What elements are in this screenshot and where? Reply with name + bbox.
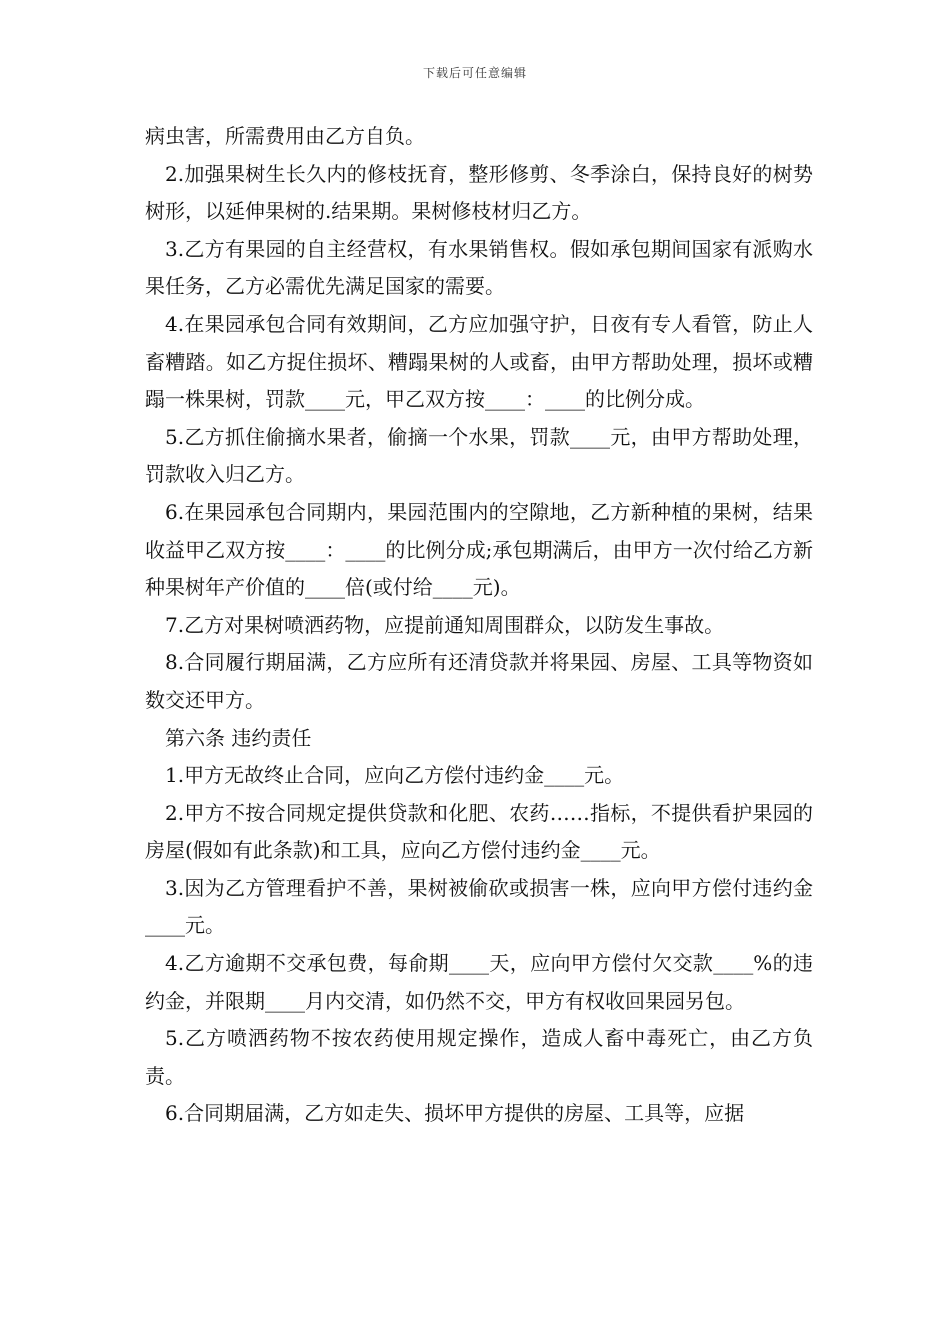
paragraph: 5.乙方喷洒药物不按农药使用规定操作，造成人畜中毒死亡，由乙方负责。 (145, 1026, 813, 1088)
paragraph: 1.甲方无故终止合同，应向乙方偿付违约金____元。 (165, 763, 625, 788)
paragraph: 4.在果园承包合同有效期间，乙方应加强守护，日夜有专人看管，防止人畜糟踏。如乙方捉住损坏、糟蹋果树的人或畜，由甲方帮助处理，损坏或糟蹋一株果树，罚款____元，甲乙双方按____：____的比例分成。 (145, 311, 813, 412)
paragraph: 病虫害，所需费用由乙方自负。 (145, 124, 425, 148)
page-header: 下载后可任意编辑 (422, 66, 527, 80)
paragraph: 2.甲方不按合同规定提供贷款和化肥、农药……指标，不提供看护果园的房屋(假如有此条款)和工具，应向乙方偿付违约金____元。 (145, 800, 813, 863)
paragraph: 7.乙方对果树喷洒药物，应提前通知周围群众，以防发生事故。 (165, 612, 725, 637)
paragraph: 6.合同期届满，乙方如走失、损坏甲方提供的房屋、工具等，应据 (165, 1101, 745, 1126)
paragraph: 3.因为乙方管理看护不善，果树被偷砍或损害一株，应向甲方偿付违约金____元。 (145, 875, 813, 938)
paragraph: 3.乙方有果园的自主经营权，有水果销售权。假如承包期间国家有派购水果任务，乙方必需优先满足国家的需要。 (145, 236, 813, 299)
section-heading: 第六条 违约责任 (165, 725, 312, 750)
paragraph: 2.加强果树生长久内的修枝抚育，整形修剪、冬季涂白，保持良好的树势树形，以延伸果树的.结果期。果树修枝材归乙方。 (145, 161, 813, 224)
paragraph: 6.在果园承包合同期内，果园范围内的空隙地，乙方新种植的果树，结果收益甲乙双方按____：____的比例分成;承包期满后，由甲方一次付给乙方新种果树年产价值的____倍(或付给____元)。 (145, 499, 813, 600)
paragraph: 8.合同履行期届满，乙方应所有还清贷款并将果园、房屋、工具等物资如数交还甲方。 (145, 650, 813, 712)
document-body (145, 118, 813, 1133)
paragraph: 5.乙方抓住偷摘水果者，偷摘一个水果，罚款____元，由甲方帮助处理，罚款收入归乙方。 (145, 424, 813, 487)
paragraph: 4.乙方逾期不交承包费，每俞期____天，应向甲方偿付欠交款____%的违约金，并限期____月内交清，如仍然不交，甲方有权收回果园另包。 (145, 951, 813, 1013)
